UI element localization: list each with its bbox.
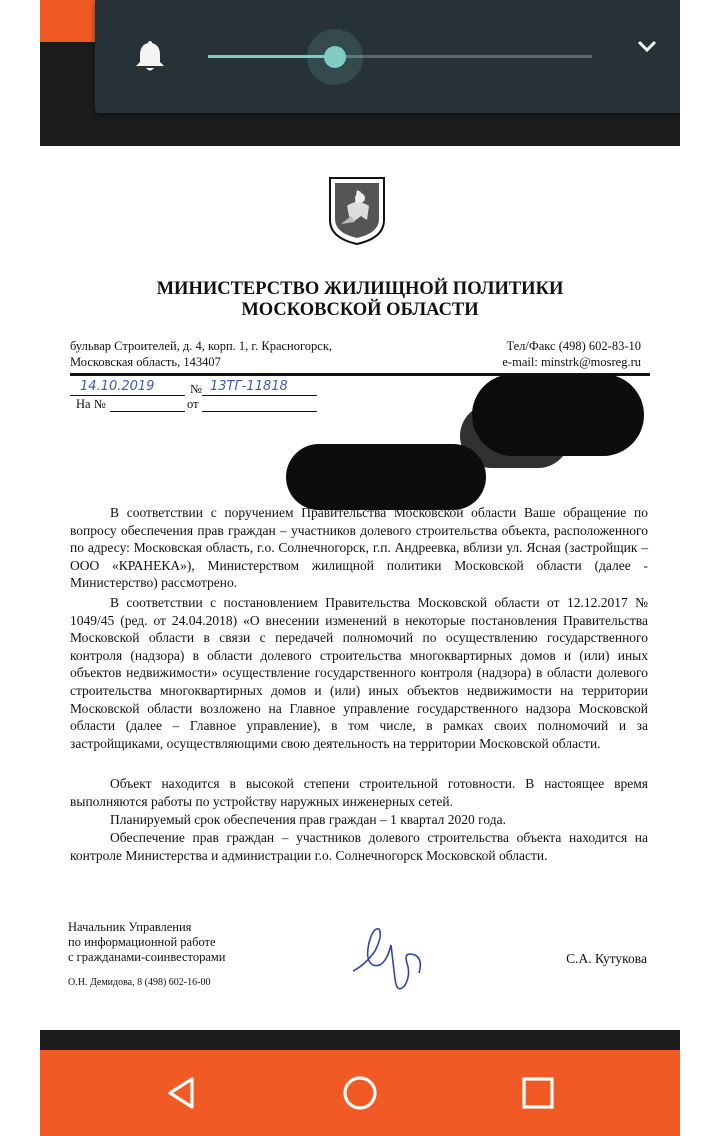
- paragraph-4: Планируемый срок обеспечения прав граждан – 1 квартал 2020 года.: [110, 812, 506, 827]
- paragraph-3: Объект находится в высокой степени строительной готовности. В настоящее время выполняются работы по устройству наружных инженерных сетей.: [70, 776, 648, 809]
- bell-icon[interactable]: [133, 38, 167, 74]
- paragraph-2: В соответствии с постановлением Правительства Московской области от 12.12.2017 № 1049/45 (ред. от 24.04.2018) «О внесении изменений в некоторые постановления Правительства Московской области в связи с передачей полномочий по осуществлению государственного контроля (надзора) в области долевого строительства многоквартирных домов и (или) иных объектов недвижимости» осуществление государственного контроля (надзора) в области долевого строительства многоквартирных домов и (или) иных объектов недвижимости на территории Московской области возложено на Главное управление государственного надзора Московской области (далее – Главное управление), в том числе, в рамках своих полномочий и за застройщиками, осуществляющими свою деятельность на территории Московской области.: [70, 595, 648, 751]
- signer-title-line2: по информационной работе: [68, 935, 216, 949]
- email: e-mail: minstrk@mosreg.ru: [502, 355, 641, 369]
- phone: Тел/Факс (498) 602-83-10: [506, 339, 641, 353]
- volume-thumb[interactable]: [324, 46, 346, 68]
- coat-of-arms-icon: [327, 176, 387, 246]
- paragraph-1: В соответствии с поручением Правительства Московской области Ваше обращение по вопросу обеспечения прав граждан – участников долевого строительства объекта, расположенного по адресу: Московская область, г.о. Солнечногорск, г.п. Андреевка, вблизи ул. Ясная (застройщик – ООО «КРАНЕКА»), Министерством жилищной политики Московской области (далее - Министерство) рассмотрено.: [70, 505, 648, 591]
- date-underline: [70, 395, 185, 396]
- redaction-salutation: [286, 444, 486, 510]
- ref-label-na: На №: [76, 397, 106, 411]
- home-icon: [341, 1074, 379, 1112]
- home-button[interactable]: [335, 1068, 385, 1118]
- ref-date-underline: [202, 411, 317, 412]
- volume-panel: [95, 0, 680, 113]
- signer-title-line1: Начальник Управления: [68, 920, 192, 934]
- back-icon: [166, 1076, 198, 1110]
- ref-label-ot: от: [187, 397, 199, 411]
- signer-name: С.А. Кутукова: [566, 951, 647, 966]
- back-button[interactable]: [157, 1068, 207, 1118]
- org-name-line1: МИНИСТЕРСТВО ЖИЛИЩНОЙ ПОЛИТИКИ: [156, 279, 564, 299]
- paragraph-5: Обеспечение прав граждан – участников долевого строительства объекта находится на контроле Министерства и администрации г.о. Солнечногорск Московской области.: [70, 830, 648, 863]
- reg-date: 14.10.2019: [80, 379, 155, 394]
- recents-icon: [521, 1076, 555, 1110]
- navigation-bar: [40, 1050, 680, 1136]
- ref-underline: [110, 411, 185, 412]
- reg-no-label: №: [190, 382, 202, 396]
- address-line1: бульвар Строителей, д. 4, корп. 1, г. Красногорск,: [70, 339, 333, 353]
- volume-slider[interactable]: [208, 46, 592, 68]
- chevron-down-icon[interactable]: [633, 32, 661, 60]
- reg-no: 13ТГ-11818: [210, 379, 288, 394]
- handwritten-signature: [345, 921, 435, 1001]
- document-viewer: [40, 0, 680, 1136]
- org-name-line2: МОСКОВСКОЙ ОБЛАСТИ: [241, 300, 479, 320]
- regno-underline: [202, 395, 317, 396]
- recents-button[interactable]: [513, 1068, 563, 1118]
- executor-note: О.Н. Демидова, 8 (498) 602-16-00: [68, 977, 211, 988]
- address-line2: Московская область, 143407: [70, 355, 221, 369]
- document-page[interactable]: [40, 146, 680, 1030]
- signer-title-line3: с гражданами-соинвесторами: [68, 950, 226, 964]
